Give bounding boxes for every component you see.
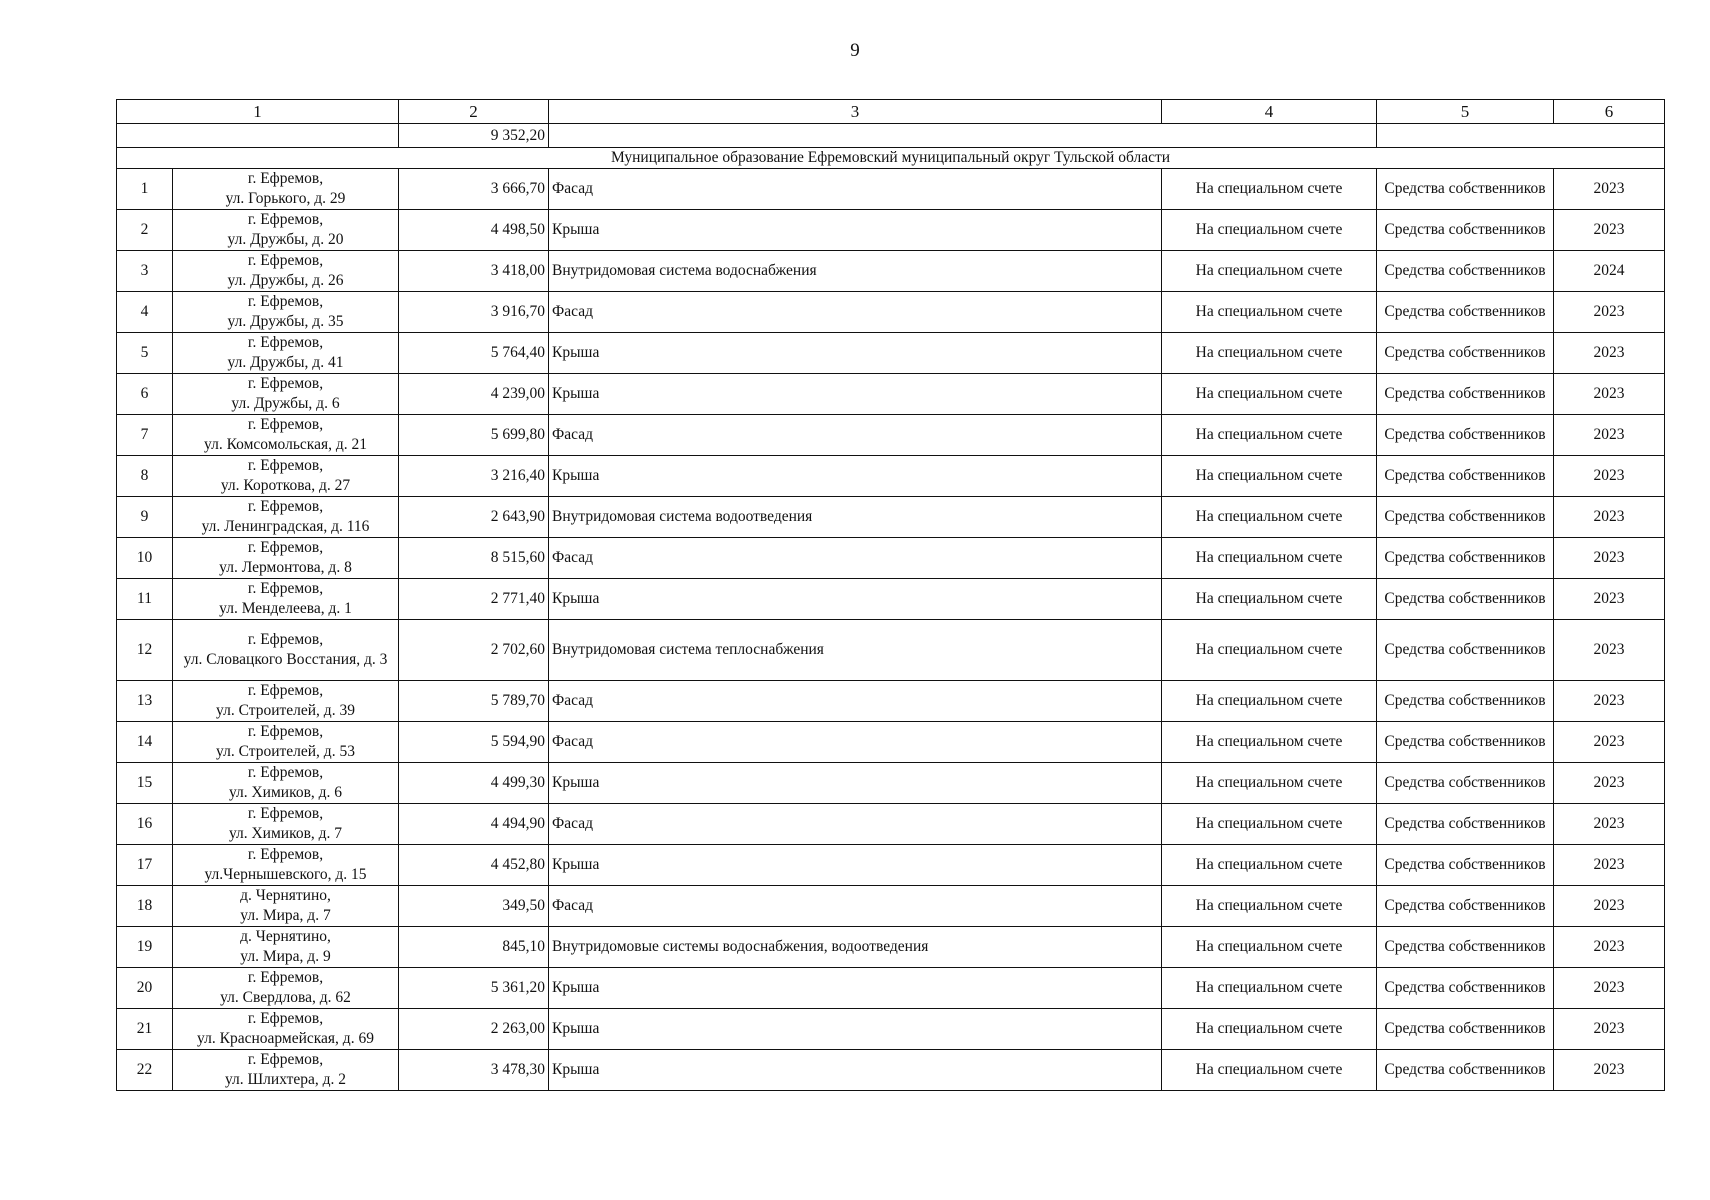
address-street: ул. Менделеева, д. 1 xyxy=(219,600,352,617)
row-number: 15 xyxy=(117,763,173,804)
area-cell: 5 594,90 xyxy=(399,722,549,763)
work-type-cell: Фасад xyxy=(549,886,1162,927)
subtotal-row xyxy=(117,124,1665,148)
address-cell xyxy=(173,886,399,927)
area-cell: 2 263,00 xyxy=(399,1009,549,1050)
funding-source-cell: Средства собственников xyxy=(1377,251,1554,292)
account-cell: На специальном счете xyxy=(1162,681,1377,722)
funding-source-cell: Средства собственников xyxy=(1377,886,1554,927)
table-row xyxy=(117,538,1665,579)
address-city: г. Ефремов, xyxy=(247,1051,324,1068)
header-col-3: 3 xyxy=(549,100,1162,124)
row-number: 5 xyxy=(117,333,173,374)
table-row xyxy=(117,251,1665,292)
address-cell xyxy=(173,456,399,497)
address-street: ул. Химиков, д. 6 xyxy=(228,784,343,801)
work-type-cell: Крыша xyxy=(549,845,1162,886)
area-cell: 5 764,40 xyxy=(399,333,549,374)
work-type-cell: Крыша xyxy=(549,1009,1162,1050)
address-cell xyxy=(173,804,399,845)
repair-program-table xyxy=(116,99,1665,1091)
year-cell: 2023 xyxy=(1554,620,1665,681)
address-city: г. Ефремов, xyxy=(247,211,324,228)
address-cell xyxy=(173,374,399,415)
table-row xyxy=(117,845,1665,886)
municipality-row xyxy=(117,148,1665,169)
address-street: ул. Химиков, д. 7 xyxy=(228,825,343,842)
year-cell: 2023 xyxy=(1554,722,1665,763)
year-cell: 2023 xyxy=(1554,1009,1665,1050)
address-street: ул. Дружбы, д. 35 xyxy=(227,313,344,330)
year-cell: 2023 xyxy=(1554,497,1665,538)
address-cell xyxy=(173,251,399,292)
address-street: ул. Строителей, д. 53 xyxy=(216,743,355,760)
funding-source-cell: Средства собственников xyxy=(1377,579,1554,620)
address-street: ул. Мира, д. 7 xyxy=(240,907,331,924)
table-row xyxy=(117,415,1665,456)
subtotal-blank-end xyxy=(1377,124,1665,148)
account-cell: На специальном счете xyxy=(1162,886,1377,927)
work-type-cell: Фасад xyxy=(549,804,1162,845)
year-cell: 2023 xyxy=(1554,804,1665,845)
area-cell: 3 478,30 xyxy=(399,1050,549,1091)
funding-source-cell: Средства собственников xyxy=(1377,968,1554,1009)
funding-source-cell: Средства собственников xyxy=(1377,845,1554,886)
address-cell xyxy=(173,333,399,374)
address-cell xyxy=(173,620,399,681)
address-cell xyxy=(173,845,399,886)
address-cell xyxy=(173,968,399,1009)
page-number: 9 xyxy=(850,40,860,61)
address-cell xyxy=(173,763,399,804)
row-number: 11 xyxy=(117,579,173,620)
account-cell: На специальном счете xyxy=(1162,374,1377,415)
row-number: 13 xyxy=(117,681,173,722)
address-cell xyxy=(173,722,399,763)
area-cell: 3 216,40 xyxy=(399,456,549,497)
year-cell: 2023 xyxy=(1554,333,1665,374)
row-number: 7 xyxy=(117,415,173,456)
row-number: 21 xyxy=(117,1009,173,1050)
funding-source-cell: Средства собственников xyxy=(1377,456,1554,497)
table-row xyxy=(117,456,1665,497)
row-number: 12 xyxy=(117,620,173,681)
table-row xyxy=(117,722,1665,763)
row-number: 8 xyxy=(117,456,173,497)
address-street: ул. Лермонтова, д. 8 xyxy=(219,559,352,576)
address-street: ул. Дружбы, д. 6 xyxy=(231,395,340,412)
work-type-cell: Крыша xyxy=(549,210,1162,251)
address-street: ул. Горького, д. 29 xyxy=(225,190,346,207)
account-cell: На специальном счете xyxy=(1162,804,1377,845)
account-cell: На специальном счете xyxy=(1162,1009,1377,1050)
table-row xyxy=(117,333,1665,374)
row-number: 10 xyxy=(117,538,173,579)
area-cell: 5 699,80 xyxy=(399,415,549,456)
address-city: г. Ефремов, xyxy=(247,416,324,433)
address-city: г. Ефремов, xyxy=(247,457,324,474)
account-cell: На специальном счете xyxy=(1162,579,1377,620)
year-cell: 2023 xyxy=(1554,292,1665,333)
year-cell: 2024 xyxy=(1554,251,1665,292)
funding-source-cell: Средства собственников xyxy=(1377,497,1554,538)
year-cell: 2023 xyxy=(1554,456,1665,497)
account-cell: На специальном счете xyxy=(1162,251,1377,292)
subtotal-area: 9 352,20 xyxy=(399,124,549,148)
work-type-cell: Внутридомовые системы водоснабжения, водоотведения xyxy=(549,927,1162,968)
work-type-cell: Крыша xyxy=(549,374,1162,415)
area-cell: 4 494,90 xyxy=(399,804,549,845)
funding-source-cell: Средства собственников xyxy=(1377,722,1554,763)
row-number: 17 xyxy=(117,845,173,886)
address-city: г. Ефремов, xyxy=(247,375,324,392)
area-cell: 5 361,20 xyxy=(399,968,549,1009)
address-street: ул.Чернышевского, д. 15 xyxy=(204,866,367,883)
address-street: ул. Дружбы, д. 41 xyxy=(227,354,344,371)
funding-source-cell: Средства собственников xyxy=(1377,763,1554,804)
area-cell: 3 666,70 xyxy=(399,169,549,210)
address-cell xyxy=(173,579,399,620)
funding-source-cell: Средства собственников xyxy=(1377,1050,1554,1091)
work-type-cell: Фасад xyxy=(549,169,1162,210)
address-city: д. Чернятино, xyxy=(240,928,331,945)
account-cell: На специальном счете xyxy=(1162,1050,1377,1091)
area-cell: 4 498,50 xyxy=(399,210,549,251)
table-row xyxy=(117,169,1665,210)
year-cell: 2023 xyxy=(1554,579,1665,620)
table-row xyxy=(117,1009,1665,1050)
funding-source-cell: Средства собственников xyxy=(1377,415,1554,456)
area-cell: 2 643,90 xyxy=(399,497,549,538)
account-cell: На специальном счете xyxy=(1162,620,1377,681)
work-type-cell: Крыша xyxy=(549,579,1162,620)
year-cell: 2023 xyxy=(1554,968,1665,1009)
address-city: г. Ефремов, xyxy=(247,969,324,986)
year-cell: 2023 xyxy=(1554,681,1665,722)
funding-source-cell: Средства собственников xyxy=(1377,292,1554,333)
address-street: ул. Короткова, д. 27 xyxy=(220,477,351,494)
funding-source-cell: Средства собственников xyxy=(1377,538,1554,579)
municipality-title: Муниципальное образование Ефремовский муниципальный округ Тульской области xyxy=(117,148,1665,169)
table-row xyxy=(117,927,1665,968)
year-cell: 2023 xyxy=(1554,169,1665,210)
work-type-cell: Внутридомовая система теплоснабжения xyxy=(549,620,1162,681)
table-row xyxy=(117,579,1665,620)
address-city: г. Ефремов, xyxy=(247,498,324,515)
address-street: ул. Словацкого Восстания, д. 3 xyxy=(183,651,388,668)
address-city: г. Ефремов, xyxy=(247,631,324,648)
area-cell: 5 789,70 xyxy=(399,681,549,722)
year-cell: 2023 xyxy=(1554,374,1665,415)
address-city: г. Ефремов, xyxy=(247,682,324,699)
account-cell: На специальном счете xyxy=(1162,538,1377,579)
header-col-5: 5 xyxy=(1377,100,1554,124)
account-cell: На специальном счете xyxy=(1162,845,1377,886)
funding-source-cell: Средства собственников xyxy=(1377,681,1554,722)
work-type-cell: Крыша xyxy=(549,968,1162,1009)
area-cell: 3 916,70 xyxy=(399,292,549,333)
address-cell xyxy=(173,538,399,579)
row-number: 6 xyxy=(117,374,173,415)
account-cell: На специальном счете xyxy=(1162,497,1377,538)
year-cell: 2023 xyxy=(1554,845,1665,886)
address-cell xyxy=(173,169,399,210)
header-col-6: 6 xyxy=(1554,100,1665,124)
table-row xyxy=(117,620,1665,681)
account-cell: На специальном счете xyxy=(1162,169,1377,210)
address-cell xyxy=(173,1009,399,1050)
address-street: ул. Свердлова, д. 62 xyxy=(220,989,351,1006)
table-row xyxy=(117,763,1665,804)
address-city: г. Ефремов, xyxy=(247,580,324,597)
account-cell: На специальном счете xyxy=(1162,968,1377,1009)
row-number: 2 xyxy=(117,210,173,251)
funding-source-cell: Средства собственников xyxy=(1377,374,1554,415)
year-cell: 2023 xyxy=(1554,1050,1665,1091)
address-street: ул. Дружбы, д. 26 xyxy=(227,272,344,289)
address-city: г. Ефремов, xyxy=(247,334,324,351)
work-type-cell: Крыша xyxy=(549,333,1162,374)
table-row xyxy=(117,804,1665,845)
account-cell: На специальном счете xyxy=(1162,210,1377,251)
address-city: г. Ефремов, xyxy=(247,805,324,822)
area-cell: 2 702,60 xyxy=(399,620,549,681)
account-cell: На специальном счете xyxy=(1162,292,1377,333)
address-city: г. Ефремов, xyxy=(247,764,324,781)
account-cell: На специальном счете xyxy=(1162,927,1377,968)
work-type-cell: Крыша xyxy=(549,1050,1162,1091)
work-type-cell: Фасад xyxy=(549,415,1162,456)
row-number: 16 xyxy=(117,804,173,845)
work-type-cell: Фасад xyxy=(549,681,1162,722)
address-city: г. Ефремов, xyxy=(247,539,324,556)
subtotal-blank-mid xyxy=(549,124,1377,148)
account-cell: На специальном счете xyxy=(1162,415,1377,456)
address-street: ул. Комсомольская, д. 21 xyxy=(204,436,367,453)
address-city: г. Ефремов, xyxy=(247,252,324,269)
area-cell: 3 418,00 xyxy=(399,251,549,292)
row-number: 14 xyxy=(117,722,173,763)
funding-source-cell: Средства собственников xyxy=(1377,333,1554,374)
work-type-cell: Внутридомовая система водоснабжения xyxy=(549,251,1162,292)
work-type-cell: Крыша xyxy=(549,456,1162,497)
address-cell xyxy=(173,681,399,722)
header-col-4: 4 xyxy=(1162,100,1377,124)
header-col-2: 2 xyxy=(399,100,549,124)
address-cell xyxy=(173,210,399,251)
area-cell: 4 499,30 xyxy=(399,763,549,804)
year-cell: 2023 xyxy=(1554,415,1665,456)
row-number: 19 xyxy=(117,927,173,968)
address-street: ул. Дружбы, д. 20 xyxy=(227,231,344,248)
row-number: 18 xyxy=(117,886,173,927)
address-city: г. Ефремов, xyxy=(247,723,324,740)
table-row xyxy=(117,968,1665,1009)
address-street: ул. Ленинградская, д. 116 xyxy=(201,518,370,535)
account-cell: На специальном счете xyxy=(1162,722,1377,763)
address-street: ул. Шлихтера, д. 2 xyxy=(224,1071,346,1088)
row-number: 20 xyxy=(117,968,173,1009)
year-cell: 2023 xyxy=(1554,538,1665,579)
header-col-1: 1 xyxy=(117,100,399,124)
area-cell: 2 771,40 xyxy=(399,579,549,620)
address-city: г. Ефремов, xyxy=(247,1010,324,1027)
year-cell: 2023 xyxy=(1554,763,1665,804)
account-cell: На специальном счете xyxy=(1162,333,1377,374)
address-street: ул. Красноармейская, д. 69 xyxy=(197,1030,374,1047)
row-number: 4 xyxy=(117,292,173,333)
row-number: 9 xyxy=(117,497,173,538)
address-cell xyxy=(173,927,399,968)
table-row xyxy=(117,374,1665,415)
funding-source-cell: Средства собственников xyxy=(1377,1009,1554,1050)
address-cell xyxy=(173,292,399,333)
funding-source-cell: Средства собственников xyxy=(1377,169,1554,210)
address-city: д. Чернятино, xyxy=(240,887,331,904)
work-type-cell: Внутридомовая система водоотведения xyxy=(549,497,1162,538)
table-row xyxy=(117,292,1665,333)
area-cell: 8 515,60 xyxy=(399,538,549,579)
address-cell xyxy=(173,1050,399,1091)
area-cell: 4 452,80 xyxy=(399,845,549,886)
work-type-cell: Фасад xyxy=(549,292,1162,333)
area-cell: 845,10 xyxy=(399,927,549,968)
address-cell xyxy=(173,497,399,538)
year-cell: 2023 xyxy=(1554,210,1665,251)
funding-source-cell: Средства собственников xyxy=(1377,927,1554,968)
year-cell: 2023 xyxy=(1554,927,1665,968)
table-row xyxy=(117,1050,1665,1091)
row-number: 22 xyxy=(117,1050,173,1091)
table-row xyxy=(117,210,1665,251)
address-street: ул. Строителей, д. 39 xyxy=(216,702,355,719)
work-type-cell: Фасад xyxy=(549,722,1162,763)
account-cell: На специальном счете xyxy=(1162,763,1377,804)
address-cell xyxy=(173,415,399,456)
table-row xyxy=(117,681,1665,722)
year-cell: 2023 xyxy=(1554,886,1665,927)
table-row xyxy=(117,886,1665,927)
funding-source-cell: Средства собственников xyxy=(1377,210,1554,251)
subtotal-blank xyxy=(117,124,399,148)
work-type-cell: Фасад xyxy=(549,538,1162,579)
area-cell: 349,50 xyxy=(399,886,549,927)
work-type-cell: Крыша xyxy=(549,763,1162,804)
table-header-row xyxy=(117,100,1665,124)
table-row xyxy=(117,497,1665,538)
funding-source-cell: Средства собственников xyxy=(1377,804,1554,845)
row-number: 3 xyxy=(117,251,173,292)
account-cell: На специальном счете xyxy=(1162,456,1377,497)
address-city: г. Ефремов, xyxy=(247,170,324,187)
address-city: г. Ефремов, xyxy=(247,846,324,863)
address-street: ул. Мира, д. 9 xyxy=(240,948,331,965)
funding-source-cell: Средства собственников xyxy=(1377,620,1554,681)
row-number: 1 xyxy=(117,169,173,210)
area-cell: 4 239,00 xyxy=(399,374,549,415)
address-city: г. Ефремов, xyxy=(247,293,324,310)
